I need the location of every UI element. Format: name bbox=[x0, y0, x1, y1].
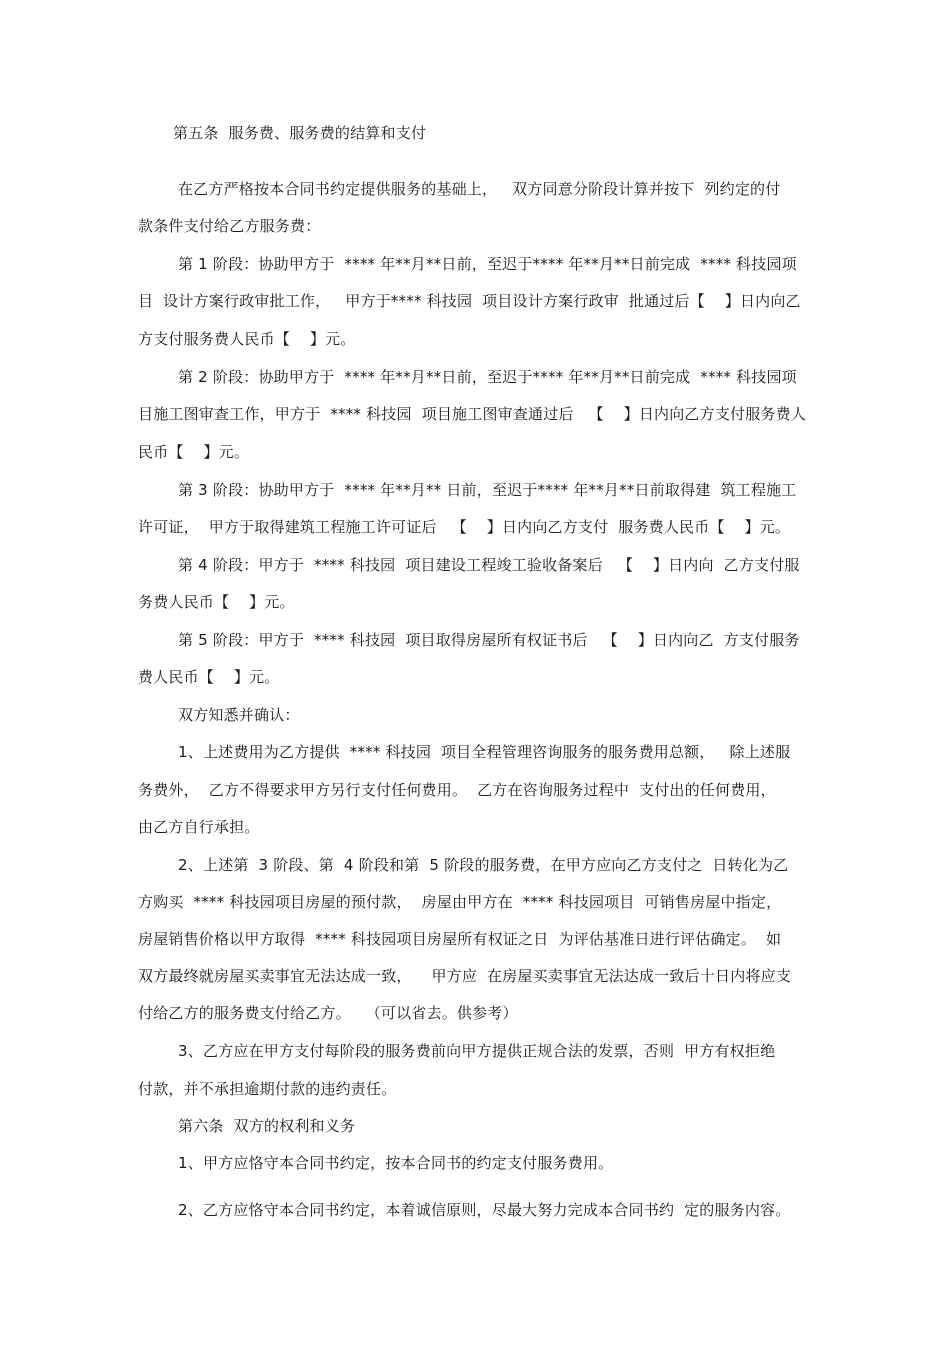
intro-line-1: 在乙方严格按本合同书约定提供服务的基础上， 双方同意分阶段计算并按下 列约定的付 bbox=[178, 180, 781, 198]
item2-line-3: 房屋销售价格以甲方取得 **** 科技园项目房屋所有权证之日 为评估基准日进行评估确定。 如 bbox=[138, 930, 782, 948]
stage5-line-1: 第 5 阶段：甲方于 **** 科技园 项目取得房屋所有权证书后 【 】日内向乙 方支付服务 bbox=[178, 631, 800, 649]
stage2-line-1: 第 2 阶段：协助甲方于 **** 年**月**日前，至迟于**** 年**月**日前完成 **** 科技园项 bbox=[178, 368, 797, 386]
stage1-line-2: 目 设计方案行政审批工作， 甲方于**** 科技园 项目设计方案行政审 批通过后【 】日内向乙 bbox=[138, 292, 801, 310]
stage5-line-2: 费人民币【 】元。 bbox=[138, 668, 280, 686]
item2-line-4: 双方最终就房屋买卖事宜无法达成一致， 甲方应 在房屋买卖事宜无法达成一致后十日内将应支 bbox=[138, 967, 792, 985]
confirm-heading: 双方知悉并确认： bbox=[178, 706, 300, 724]
item3-line-1: 3、乙方应在甲方支付每阶段的服务费前向甲方提供正规合法的发票，否则 甲方有权拒绝 bbox=[178, 1042, 776, 1060]
article6-heading: 第六条 双方的权利和义务 bbox=[178, 1117, 356, 1135]
item1-line-3: 由乙方自行承担。 bbox=[138, 818, 260, 836]
item1-line-2: 务费外， 乙方不得要求甲方另行支付任何费用。 乙方在咨询服务过程中 支付出的任何费用， bbox=[138, 781, 776, 799]
stage4-line-2: 务费人民币【 】元。 bbox=[138, 593, 295, 611]
article5-heading: 第五条 服务费、服务费的结算和支付 bbox=[173, 124, 427, 142]
stage4-line-1: 第 4 阶段：甲方于 **** 科技园 项目建设工程竣工验收备案后 【 】日内向 乙方支付服 bbox=[178, 556, 800, 574]
intro-line-2: 款条件支付给乙方服务费： bbox=[138, 217, 321, 235]
item3-line-2: 付款，并不承担逾期付款的违约责任。 bbox=[138, 1080, 397, 1098]
stage1-line-3: 方支付服务费人民币【 】元。 bbox=[138, 330, 356, 348]
stage2-line-2: 目施工图审查工作，甲方于 **** 科技园 项目施工图审查通过后 【 】日内向乙方支付服务费人 bbox=[138, 405, 807, 423]
article6-item-1: 1、甲方应恪守本合同书约定，按本合同书的约定支付服务费用。 bbox=[178, 1154, 614, 1172]
item2-line-2: 方购买 **** 科技园项目房屋的预付款， 房屋由甲方在 **** 科技园项目 可销售房屋中指定， bbox=[138, 893, 782, 911]
article6-item-2: 2、乙方应恪守本合同书约定，本着诚信原则，尽最大努力完成本合同书约 定的服务内容。 bbox=[178, 1201, 791, 1219]
stage1-line-1: 第 1 阶段：协助甲方于 **** 年**月**日前，至迟于**** 年**月**日前完成 **** 科技园项 bbox=[178, 255, 797, 273]
stage3-line-2: 许可证， 甲方于取得建筑工程施工许可证后 【 】日内向乙方支付 服务费人民币【 】元。 bbox=[138, 518, 791, 536]
stage2-line-3: 民币【 】元。 bbox=[138, 443, 250, 461]
stage3-line-1: 第 3 阶段：协助甲方于 **** 年**月** 日前，至迟于**** 年**月**日前取得建 筑工程施工 bbox=[178, 481, 797, 499]
item2-line-5: 付给乙方的服务费支付给乙方。 （可以省去。供参考） bbox=[138, 1004, 518, 1022]
item1-line-1: 1、上述费用为乙方提供 **** 科技园 项目全程管理咨询服务的服务费用总额， 除上述服 bbox=[178, 743, 791, 761]
item2-line-1: 2、上述第 3 阶段、第 4 阶段和第 5 阶段的服务费，在甲方应向乙方支付之 日转化为乙 bbox=[178, 856, 789, 874]
